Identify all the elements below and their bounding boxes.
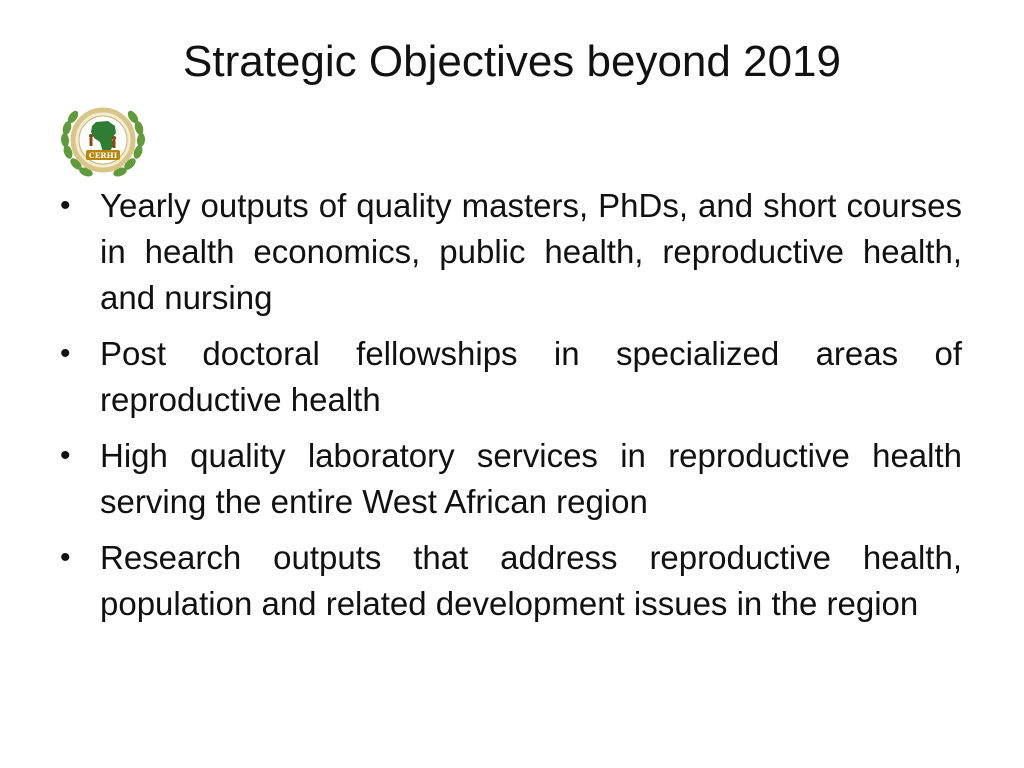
bullet-item: • Research outputs that address reproductive health, population and related development issues in the region: [60, 535, 962, 627]
bullet-list: [60, 183, 962, 637]
logo-text: CERHI: [88, 151, 118, 160]
bullet-item: • Yearly outputs of quality masters, PhDs, and short courses in health economics, public health, reproductive health, and nursing: [60, 183, 962, 321]
bullet-item: • Post doctoral fellowships in specialized areas of reproductive health: [60, 331, 962, 423]
bullet-item: • High quality laboratory services in reproductive health serving the entire West African region: [60, 433, 962, 525]
cerhi-logo-icon: [58, 102, 148, 182]
cerhi-logo: [58, 102, 148, 182]
slide-title: Strategic Objectives beyond 2019: [183, 37, 841, 86]
